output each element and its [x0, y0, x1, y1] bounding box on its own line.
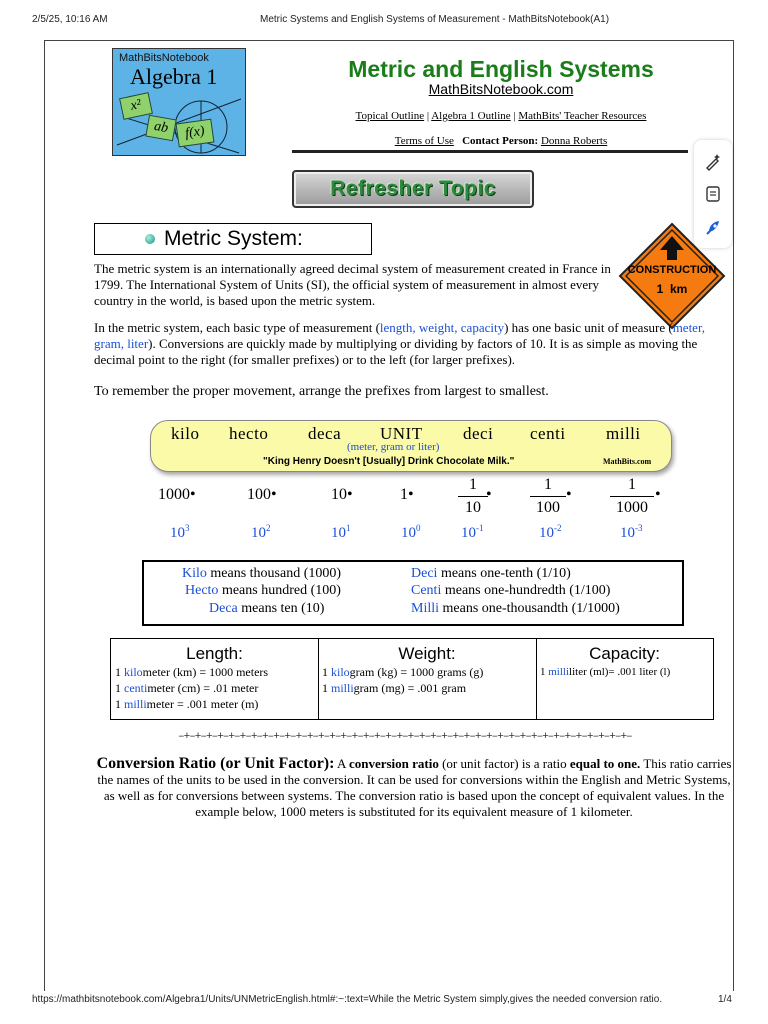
power-base: 10	[539, 525, 554, 541]
terms-link[interactable]: Terms of Use	[394, 135, 454, 147]
units-table	[110, 638, 714, 720]
site-link[interactable]: MathBitsNotebook.com	[428, 81, 574, 97]
value-10: 10•	[331, 486, 353, 503]
prefix-bar	[150, 420, 672, 472]
section-title: Metric System:	[164, 227, 303, 250]
print-url: https://mathbitsnotebook.com/Algebra1/Units/UNMetricEnglish.html#:~:text=While the Metric System simply,gives the needed conversion ratio.	[32, 994, 663, 1005]
meaning-prefix: Kilo	[182, 566, 207, 581]
logo-main-text: Algebra 1	[130, 64, 218, 89]
fraction-dot: •	[655, 486, 661, 503]
ratio-term: conversion ratio	[348, 756, 439, 771]
capacity-line	[536, 664, 713, 680]
meaning-deca	[209, 601, 324, 618]
power-base: 10	[461, 525, 476, 541]
remember-paragraph: To remember the proper movement, arrange the prefixes from largest to smallest.	[94, 384, 549, 399]
meaning-text: means one-thousandth (1/1000)	[439, 601, 620, 616]
length-column	[111, 639, 319, 719]
conversion-ratio-paragraph	[96, 756, 732, 820]
algebra-outline-link[interactable]: Algebra 1 Outline	[431, 110, 511, 122]
algebra-logo[interactable]	[112, 48, 246, 156]
meaning-prefix: Deca	[209, 601, 238, 616]
bullet-orb-icon	[145, 234, 155, 244]
ratio-equal-one: equal to one.	[569, 756, 641, 771]
fraction-numerator: 1	[628, 476, 636, 493]
power-10-0	[401, 523, 421, 542]
nav-links	[296, 110, 706, 122]
ratio-text-e: This ratio carries the names of the units to be used in the conversion. It can be used for conversions within the English and Metric Systems, as well as for conversions between systems. The conversion ratio is based upon the concept of equivalent values. In the example below, 1000 meters is substituted for its equivalent measure of 1 kilometer.	[97, 756, 732, 819]
power-exp: 1	[346, 523, 351, 533]
prefix-milli: milli	[606, 424, 641, 443]
refresher-topic-banner: Refresher Topic	[292, 170, 534, 208]
fraction-denominator: 10	[465, 499, 481, 516]
teacher-resources-link[interactable]: MathBits' Teacher Resources	[518, 110, 647, 122]
print-datetime: 2/5/25, 10:16 AM	[32, 14, 108, 25]
unit-post: liter (ml)= .001 liter (l)	[569, 666, 671, 678]
document-icon[interactable]	[703, 184, 723, 204]
p2-measurement-types: length, weight, capacity	[379, 320, 505, 335]
weight-heading: Weight:	[398, 644, 456, 663]
fraction-bar	[458, 496, 488, 497]
prefix-hecto: hecto	[229, 424, 269, 443]
mathbits-credit: MathBits.com	[603, 457, 652, 466]
mnemonic: "King Henry Doesn't [Usually] Drink Chocolate Milk."	[263, 456, 515, 467]
power-10-3	[170, 523, 190, 542]
ratio-title: Conversion Ratio (or Unit Factor):	[96, 755, 335, 772]
page-title: Metric and English Systems	[348, 56, 654, 82]
power-exp: 2	[266, 523, 271, 533]
unit-prefix: milli	[124, 697, 147, 711]
power-base: 10	[331, 525, 346, 541]
power-base: 10	[170, 525, 185, 541]
ratio-text-c: (or unit factor) is a ratio	[438, 756, 570, 771]
contact-line	[296, 135, 706, 147]
length-line	[111, 696, 318, 712]
p2-text-c: ) has one basic unit of measure (	[504, 320, 673, 335]
meaning-prefix: Centi	[411, 583, 442, 598]
power-10-neg3	[620, 523, 643, 542]
unit-pre: 1	[322, 665, 331, 679]
ratio-text-a: A	[334, 756, 349, 771]
sign-line1: CONSTRUCTION	[627, 264, 717, 276]
fraction-1-1000	[610, 476, 654, 517]
value-1: 1•	[400, 486, 414, 503]
capacity-column	[536, 639, 713, 719]
value-100: 100•	[247, 486, 277, 503]
meaning-milli	[411, 601, 620, 618]
unit-prefix: milli	[548, 666, 570, 678]
unit-post: gram (kg) = 1000 grams (g)	[349, 665, 484, 679]
pen-sparkle-icon[interactable]	[703, 152, 723, 172]
unit-pre: 1	[540, 666, 549, 678]
meaning-kilo	[182, 566, 341, 583]
unit-pre: 1	[322, 681, 331, 695]
fraction-bar	[610, 496, 654, 497]
p2-text-e: ). Conversions are quickly made by multiplying or dividing by factors of 10. It is as simple as moving the decimal point to the right (for smaller prefixes) or to the left (for larger prefixes).	[94, 336, 698, 367]
meaning-text: means one-hundredth (1/100)	[441, 583, 611, 598]
meaning-text: means thousand (1000)	[206, 566, 342, 581]
power-10-neg1	[461, 523, 484, 542]
fraction-1-10	[458, 476, 488, 517]
length-line	[111, 680, 318, 696]
unit-post: meter (cm) = .01 meter	[147, 681, 259, 695]
power-base: 10	[251, 525, 266, 541]
logo-chip-fx: f(x)	[176, 119, 215, 148]
power-base: 10	[401, 525, 416, 541]
unit-pre: 1	[115, 697, 124, 711]
meaning-text: means hundred (100)	[218, 583, 341, 598]
logo-chip-ab: ab	[145, 115, 176, 142]
print-page-number: 1/4	[718, 994, 732, 1005]
fraction-dot: •	[566, 486, 572, 503]
contact-name-link[interactable]: Donna Roberts	[540, 135, 608, 147]
meaning-prefix: Deci	[411, 566, 438, 581]
prefix-deci: deci	[463, 424, 494, 443]
unit-prefix: kilo	[124, 665, 143, 679]
length-heading: Length:	[186, 644, 243, 663]
power-exp: 0	[416, 523, 421, 533]
unit-post: gram (mg) = .001 gram	[353, 681, 467, 695]
power-base: 10	[620, 525, 635, 541]
power-exp: -2	[554, 523, 562, 533]
fraction-1-100	[530, 476, 566, 517]
nav-sep: |	[424, 110, 432, 122]
weight-line	[318, 680, 536, 696]
fraction-denominator: 100	[536, 499, 560, 516]
unit-prefix: kilo	[331, 665, 350, 679]
power-exp: -1	[476, 523, 484, 533]
meaning-deci	[411, 566, 571, 583]
intro-paragraph: The metric system is an internationally agreed decimal system of measurement created in France in 1799. The International System of Units (SI), the official system of measurement in almost every country in the world, is based upon the metric system.	[94, 261, 611, 308]
weight-line	[318, 664, 536, 680]
power-exp: 3	[185, 523, 190, 533]
fraction-numerator: 1	[544, 476, 552, 493]
meaning-hecto	[185, 583, 341, 600]
prefix-deca: deca	[308, 424, 342, 443]
length-line	[111, 664, 318, 680]
power-10-2	[251, 523, 271, 542]
unit-prefix: milli	[331, 681, 354, 695]
unit-prefix: centi	[124, 681, 148, 695]
capacity-heading: Capacity:	[589, 644, 660, 663]
meaning-text: means one-tenth (1/10)	[437, 566, 571, 581]
section-heading-box	[94, 223, 372, 255]
weight-column	[318, 639, 537, 719]
logo-chip-x2: x²	[119, 92, 153, 120]
sign-line2: 1 km	[656, 282, 688, 296]
header-rule	[292, 150, 688, 153]
meaning-prefix: Milli	[411, 601, 440, 616]
prefix-meanings-box	[142, 560, 684, 626]
p2-text-a: In the metric system, each basic type of measurement (	[94, 320, 380, 335]
logo-small-text: MathBitsNotebook	[119, 52, 209, 64]
topical-outline-link[interactable]: Topical Outline	[355, 110, 425, 122]
print-doc-title: Metric Systems and English Systems of Measurement - MathBitsNotebook(A1)	[260, 14, 610, 25]
power-10-1	[331, 523, 351, 542]
meaning-text: means ten (10)	[237, 601, 325, 616]
fraction-dot: •	[486, 486, 492, 503]
meaning-centi	[411, 583, 610, 600]
prefix-kilo: kilo	[171, 424, 200, 443]
conversion-paragraph	[94, 320, 726, 368]
fraction-numerator: 1	[469, 476, 477, 493]
prefix-unit: UNIT	[380, 424, 423, 443]
value-1000: 1000•	[158, 486, 196, 503]
construction-sign-shape	[618, 222, 726, 330]
unit-pre: 1	[115, 665, 124, 679]
unit-post: meter = .001 meter (m)	[146, 697, 259, 711]
dash-divider: –+–+–+–+–+–+–+–+–+–+–+–+–+–+–+–+–+–+–+–+–+–+–+–+–+–+–+–+–+–+–+–+–+–+–+–+–+–+–+–+–	[178, 731, 632, 741]
power-exp: -3	[635, 523, 643, 533]
unit-post: meter (km) = 1000 meters	[142, 665, 269, 679]
fraction-bar	[530, 496, 566, 497]
construction-sign	[618, 222, 726, 330]
meaning-prefix: Hecto	[185, 583, 219, 598]
p2-base-units: meter, gram, liter	[94, 320, 706, 351]
nav-sep: |	[510, 110, 519, 122]
unit-pre: 1	[115, 681, 124, 695]
unit-note: (meter, gram or liter)	[347, 441, 440, 453]
fraction-denominator: 1000	[616, 499, 648, 516]
power-10-neg2	[539, 523, 562, 542]
prefix-centi: centi	[530, 424, 566, 443]
contact-label: Contact Person:	[462, 135, 539, 147]
